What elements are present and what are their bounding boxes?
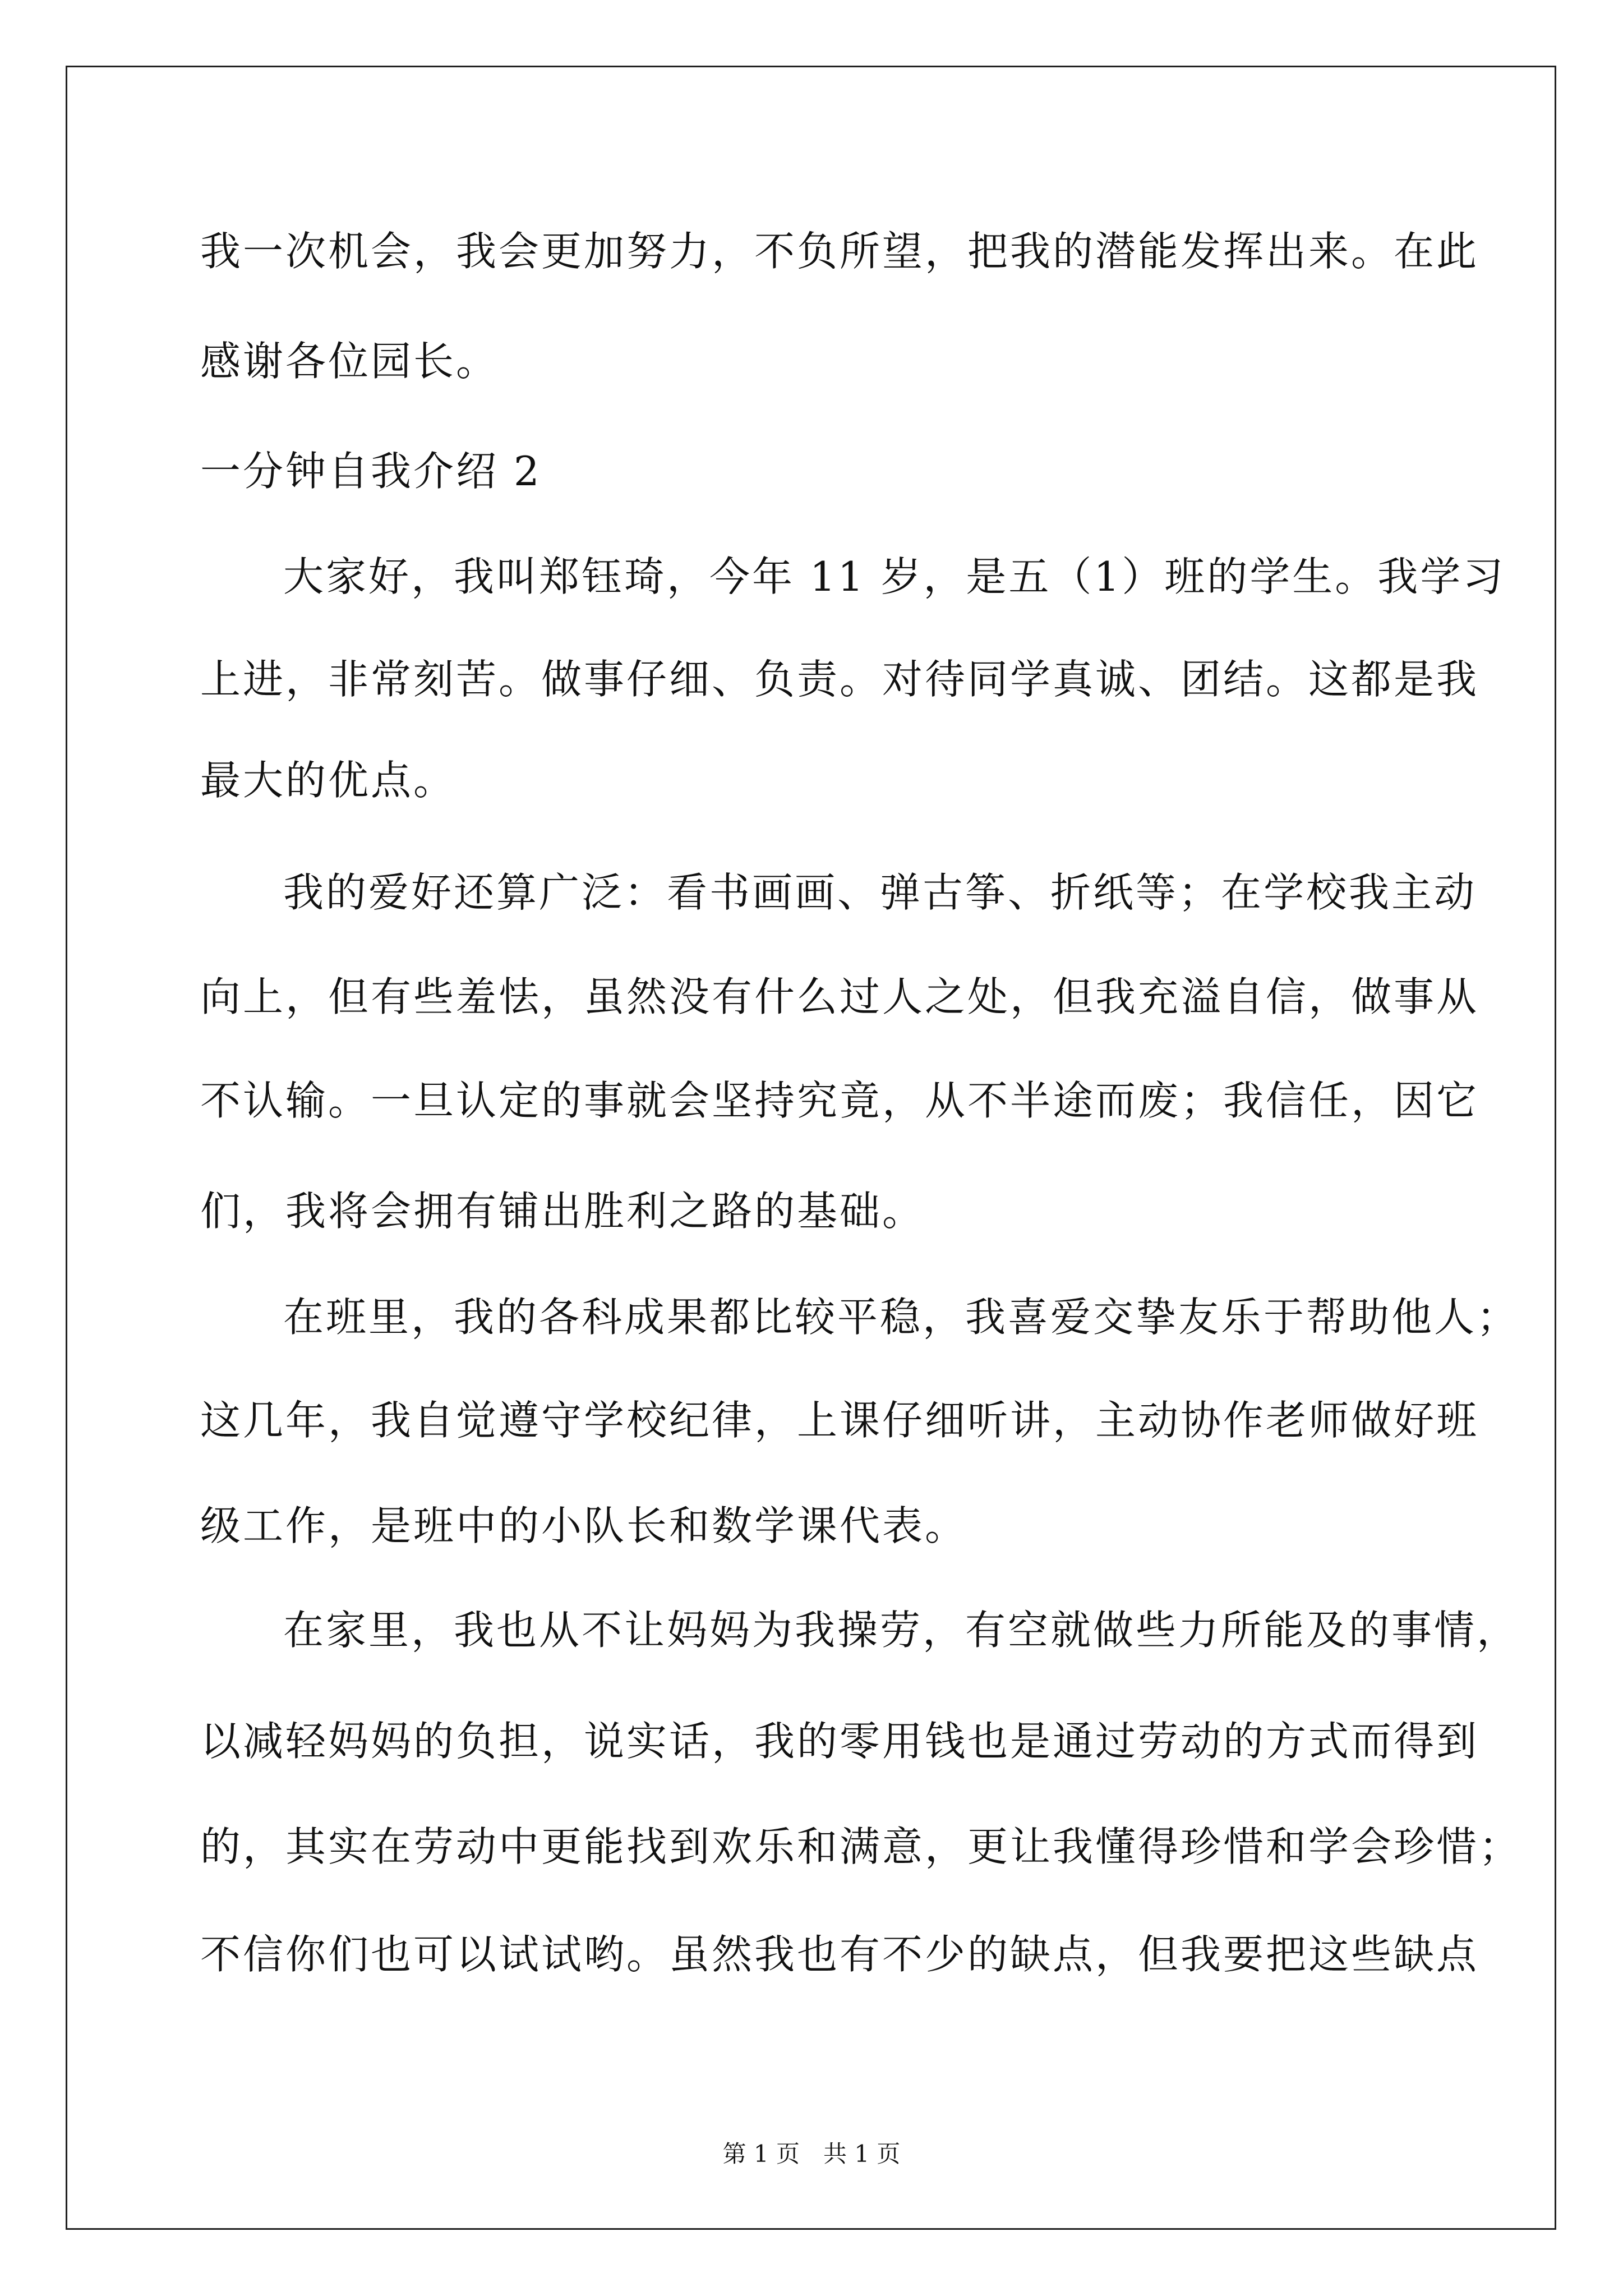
page-number-footer: 第 1 页 共 1 页 xyxy=(722,2140,901,2168)
text-line: 们，我将会拥有铺出胜利之路的基础。 xyxy=(200,1188,925,1235)
text-line: 的，其实在劳动中更能找到欢乐和满意，更让我懂得珍惜和学会珍惜； xyxy=(200,1823,1522,1870)
text-line: 这几年，我自觉遵守学校纪律，上课仔细听讲，主动协作老师做好班 xyxy=(200,1397,1479,1444)
text-line: 我一次机会，我会更加努力，不负所望，把我的潜能发挥出来。在此 xyxy=(200,228,1479,275)
text-line: 不信你们也可以试试哟。虽然我也有不少的缺点，但我要把这些缺点 xyxy=(200,1931,1479,1978)
page-border xyxy=(66,66,1556,2230)
text-line: 我的爱好还算广泛：看书画画、弹古筝、折纸等；在学校我主动 xyxy=(283,869,1477,916)
section-heading: 一分钟自我介绍 2 xyxy=(200,448,542,495)
text-line: 级工作，是班中的小队长和数学课代表。 xyxy=(200,1502,968,1549)
text-line: 以减轻妈妈的负担，说实话，我的零用钱也是通过劳动的方式而得到 xyxy=(200,1718,1479,1765)
text-line: 最大的优点。 xyxy=(200,757,457,804)
text-line: 在班里，我的各科成果都比较平稳，我喜爱交挚友乐于帮助他人； xyxy=(283,1294,1520,1341)
text-line: 上进，非常刻苦。做事仔细、负责。对待同学真诚、团结。这都是我 xyxy=(200,656,1479,703)
text-line: 在家里，我也从不让妈妈为我操劳，有空就做些力所能及的事情， xyxy=(283,1607,1520,1654)
text-line: 向上，但有些羞怯，虽然没有什么过人之处，但我充溢自信，做事从 xyxy=(200,973,1479,1020)
text-line: 不认输。一旦认定的事就会坚持究竟，从不半途而废；我信任，因它 xyxy=(200,1077,1479,1124)
text-line: 大家好，我叫郑钰琦，今年 11 岁，是五（1）班的学生。我学习 xyxy=(283,553,1506,600)
text-line: 感谢各位园长。 xyxy=(200,338,499,385)
